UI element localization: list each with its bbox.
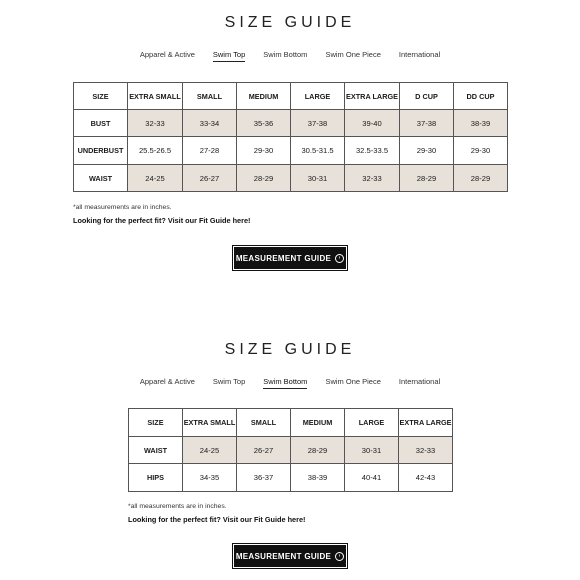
tab-swim-bottom[interactable]: Swim Bottom — [263, 50, 308, 59]
table-header-row — [129, 409, 453, 437]
row-label: WAIST — [74, 165, 128, 192]
size-guide-tabs — [0, 50, 580, 62]
table-header-cell: SMALL — [183, 83, 237, 110]
table-cell: 29-30 — [454, 137, 508, 165]
table-cell: 38-39 — [291, 464, 345, 492]
table-cell: 32-33 — [345, 165, 400, 192]
row-label: UNDERBUST — [74, 137, 128, 165]
table-header-cell: SIZE — [74, 83, 128, 110]
table-cell: 25.5-26.5 — [128, 137, 183, 165]
table-cell: 29-30 — [237, 137, 291, 165]
table-cell: 39-40 — [345, 110, 400, 137]
table-cell: 42-43 — [399, 464, 453, 492]
swim-bottom-size-table — [128, 408, 453, 492]
table-header-cell: EXTRA SMALL — [128, 83, 183, 110]
swim-top-size-table — [73, 82, 508, 192]
table-cell: 24-25 — [183, 437, 237, 464]
table-cell: 29-30 — [400, 137, 454, 165]
table-cell: 28-29 — [454, 165, 508, 192]
table-header-cell: DD CUP — [454, 83, 508, 110]
tab-apparel-active[interactable]: Apparel & Active — [139, 377, 195, 386]
fit-guide-link[interactable]: Looking for the perfect fit? Visit our Fit Guide here! — [73, 216, 251, 225]
tab-international[interactable]: International — [398, 377, 441, 386]
table-header-cell: MEDIUM — [237, 83, 291, 110]
table-cell: 26-27 — [183, 165, 237, 192]
table-header-cell: D CUP — [400, 83, 454, 110]
size-guide-title: SIZE GUIDE — [224, 341, 356, 358]
table-cell: 37-38 — [400, 110, 454, 137]
tab-swim-one-piece[interactable]: Swim One Piece — [325, 377, 381, 386]
arrow-circle-right-icon: › — [335, 552, 344, 561]
measurement-guide-button[interactable] — [235, 546, 345, 566]
table-row — [129, 437, 453, 464]
table-cell: 35-36 — [237, 110, 291, 137]
table-row — [129, 464, 453, 492]
table-cell: 36-37 — [237, 464, 291, 492]
measurement-guide-button[interactable] — [235, 248, 345, 268]
tab-swim-bottom[interactable]: Swim Bottom — [263, 377, 307, 389]
table-row — [74, 137, 508, 165]
table-cell: 26-27 — [237, 437, 291, 464]
measurement-note: *all measurements are in inches. — [73, 204, 172, 211]
table-header-cell: SMALL — [237, 409, 291, 437]
size-guide-tabs — [0, 377, 580, 389]
arrow-circle-right-icon: › — [335, 254, 344, 263]
table-row — [74, 165, 508, 192]
table-cell: 33-34 — [183, 110, 237, 137]
table-cell: 27-28 — [183, 137, 237, 165]
table-cell: 24-25 — [128, 165, 183, 192]
table-header-cell: EXTRA LARGE — [399, 409, 453, 437]
table-cell: 32.5-33.5 — [345, 137, 400, 165]
row-label: BUST — [74, 110, 128, 137]
table-cell: 30.5-31.5 — [291, 137, 345, 165]
table-cell: 28-29 — [291, 437, 345, 464]
tab-swim-top[interactable]: Swim Top — [213, 50, 245, 62]
row-label: WAIST — [129, 437, 183, 464]
table-header-cell: EXTRA SMALL — [183, 409, 237, 437]
table-cell: 34-35 — [183, 464, 237, 492]
table-cell: 32-33 — [399, 437, 453, 464]
measurement-note: *all measurements are in inches. — [128, 503, 227, 510]
table-cell: 30-31 — [345, 437, 399, 464]
table-cell: 37-38 — [291, 110, 345, 137]
tab-international[interactable]: International — [398, 50, 441, 59]
fit-guide-link[interactable]: Looking for the perfect fit? Visit our Fit Guide here! — [128, 515, 306, 524]
table-cell: 28-29 — [237, 165, 291, 192]
table-cell: 30-31 — [291, 165, 345, 192]
tab-apparel-active[interactable]: Apparel & Active — [139, 50, 195, 59]
measurement-guide-label: MEASUREMENT GUIDE — [235, 253, 332, 263]
measurement-guide-label: MEASUREMENT GUIDE — [235, 551, 332, 561]
table-row — [74, 110, 508, 137]
table-header-cell: EXTRA LARGE — [345, 83, 400, 110]
size-guide-title: SIZE GUIDE — [224, 14, 356, 31]
tab-swim-one-piece[interactable]: Swim One Piece — [325, 50, 381, 59]
table-cell: 28-29 — [400, 165, 454, 192]
row-label: HIPS — [129, 464, 183, 492]
tab-swim-top[interactable]: Swim Top — [212, 377, 246, 386]
table-cell: 38-39 — [454, 110, 508, 137]
table-header-row — [74, 83, 508, 110]
table-cell: 32-33 — [128, 110, 183, 137]
table-header-cell: MEDIUM — [291, 409, 345, 437]
table-cell: 40-41 — [345, 464, 399, 492]
table-header-cell: SIZE — [129, 409, 183, 437]
table-header-cell: LARGE — [291, 83, 345, 110]
table-header-cell: LARGE — [345, 409, 399, 437]
